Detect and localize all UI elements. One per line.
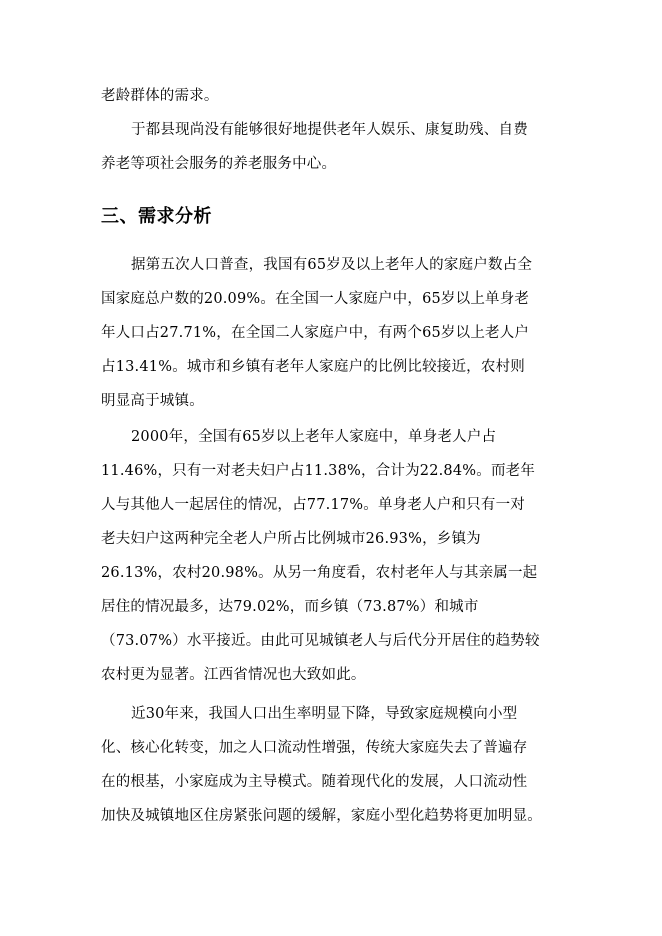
paragraph-4-line-5: 26.13%，农村20.98%。从另一角度看，农村老年人与其亲属一起 bbox=[101, 565, 538, 581]
paragraph-4-line-7: （73.07%）水平接近。由此可见城镇老人与后代分开居住的趋势较 bbox=[101, 633, 540, 649]
paragraph-5-line-2: 化、核心化转变，加之人口流动性增强，传统大家庭失去了普遍存 bbox=[101, 740, 528, 756]
paragraph-4-line-1: 2000年，全国有65岁以上老年人家庭中，单身老人户占 bbox=[131, 429, 497, 445]
paragraph-3-line-4: 占13.41%。城市和乡镇有老年人家庭户的比例比较接近，农村则 bbox=[101, 359, 525, 375]
section-heading: 三、需求分析 bbox=[101, 206, 212, 227]
paragraph-4-line-3: 人与其他人一起居住的情况，占77.17%。单身老人户和只有一对 bbox=[101, 497, 525, 513]
paragraph-4-line-2: 11.46%，只有一对老夫妇户占11.38%，合计为22.84%。而老年 bbox=[101, 463, 536, 479]
paragraph-5-line-1: 近30年来，我国人口出生率明显下降，导致家庭规模向小型 bbox=[131, 706, 518, 722]
paragraph-3-line-2: 国家庭总户数的20.09%。在全国一人家庭户中，65岁以上单身老 bbox=[101, 291, 530, 307]
paragraph-5-line-4: 加快及城镇地区住房紧张问题的缓解，家庭小型化趋势将更加明显。 bbox=[101, 808, 542, 824]
paragraph-3-line-5: 明显高于城镇。 bbox=[101, 393, 204, 409]
paragraph-1-line-1: 老龄群体的需求。 bbox=[101, 88, 219, 104]
paragraph-4-line-6: 居住的情况最多，达79.02%，而乡镇（73.87%）和城市 bbox=[101, 599, 479, 615]
paragraph-2-line-2: 养老等项社会服务的养老服务中心。 bbox=[101, 156, 337, 172]
paragraph-4-line-4: 老夫妇户这两种完全老人户所占比例城市26.93%，乡镇为 bbox=[101, 531, 481, 547]
paragraph-3-line-3: 年人口占27.71%，在全国二人家庭户中，有两个65岁以上老人户 bbox=[101, 325, 530, 341]
paragraph-4-line-8: 农村更为显著。江西省情况也大致如此。 bbox=[101, 667, 366, 683]
paragraph-3-line-1: 据第五次人口普查，我国有65岁及以上老年人的家庭户数占全 bbox=[131, 257, 533, 273]
paragraph-2-line-1: 于都县现尚没有能够很好地提供老年人娱乐、康复助残、自费 bbox=[131, 122, 528, 138]
paragraph-5-line-3: 在的根基，小家庭成为主导模式。随着现代化的发展，人口流动性 bbox=[101, 774, 528, 790]
